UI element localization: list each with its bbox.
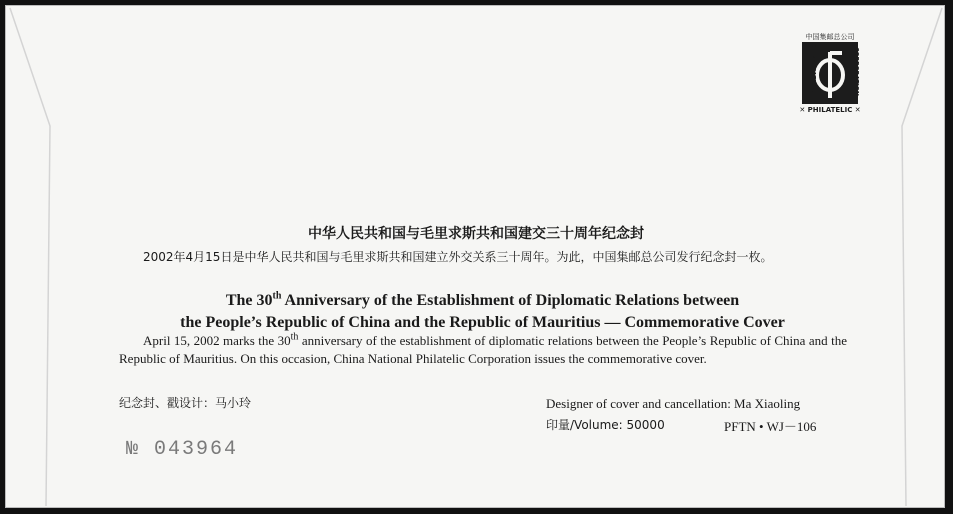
logo-chinese-name: 中国集邮总公司 [805, 33, 855, 41]
chinese-title: 中华人民共和国与毛里求斯共和国建交三十周年纪念封 [308, 226, 644, 242]
envelope-back [5, 5, 945, 508]
cover-code: PFTN • WJ－106 [724, 419, 817, 434]
logo-right-text: CORPORATION [852, 47, 860, 96]
serial-number: № 043964 [126, 438, 239, 461]
english-title-line1: The 30th Anniversary of the Establishment of Diplomatic Relations between [225, 290, 740, 309]
logo-bottom-text: ✕ PHILATELIC ✕ [799, 106, 861, 114]
logo-bottom-label: PHILATELIC [807, 106, 853, 114]
logo-left-text: CHINA NATIONAL [809, 42, 817, 101]
english-title-line2: the People’s Republic of China and the Republic of Mauritius — Commemorative Cover [180, 314, 785, 331]
designer-english: Designer of cover and cancellation: Ma Xiaoling [546, 396, 801, 411]
designer-chinese: 纪念封、戳设计：马小玲 [119, 396, 252, 410]
english-title [6, 290, 953, 334]
cnpc-logo [796, 32, 864, 118]
print-volume: 印量/Volume: 50000 [546, 418, 665, 432]
chinese-paragraph: 2002年4月15日是中华人民共和国与毛里求斯共和国建立外交关系三十周年。为此，中国集邮总公司发行纪念封一枚。 [143, 250, 773, 264]
english-paragraph: April 15, 2002 marks the 30th anniversary of the establishment of diplomatic relations between the People’s Republic of China and the Republic of Mauritius. On this occasion, China National Philatelic Corporation issues the commemorative cover. [119, 331, 847, 366]
